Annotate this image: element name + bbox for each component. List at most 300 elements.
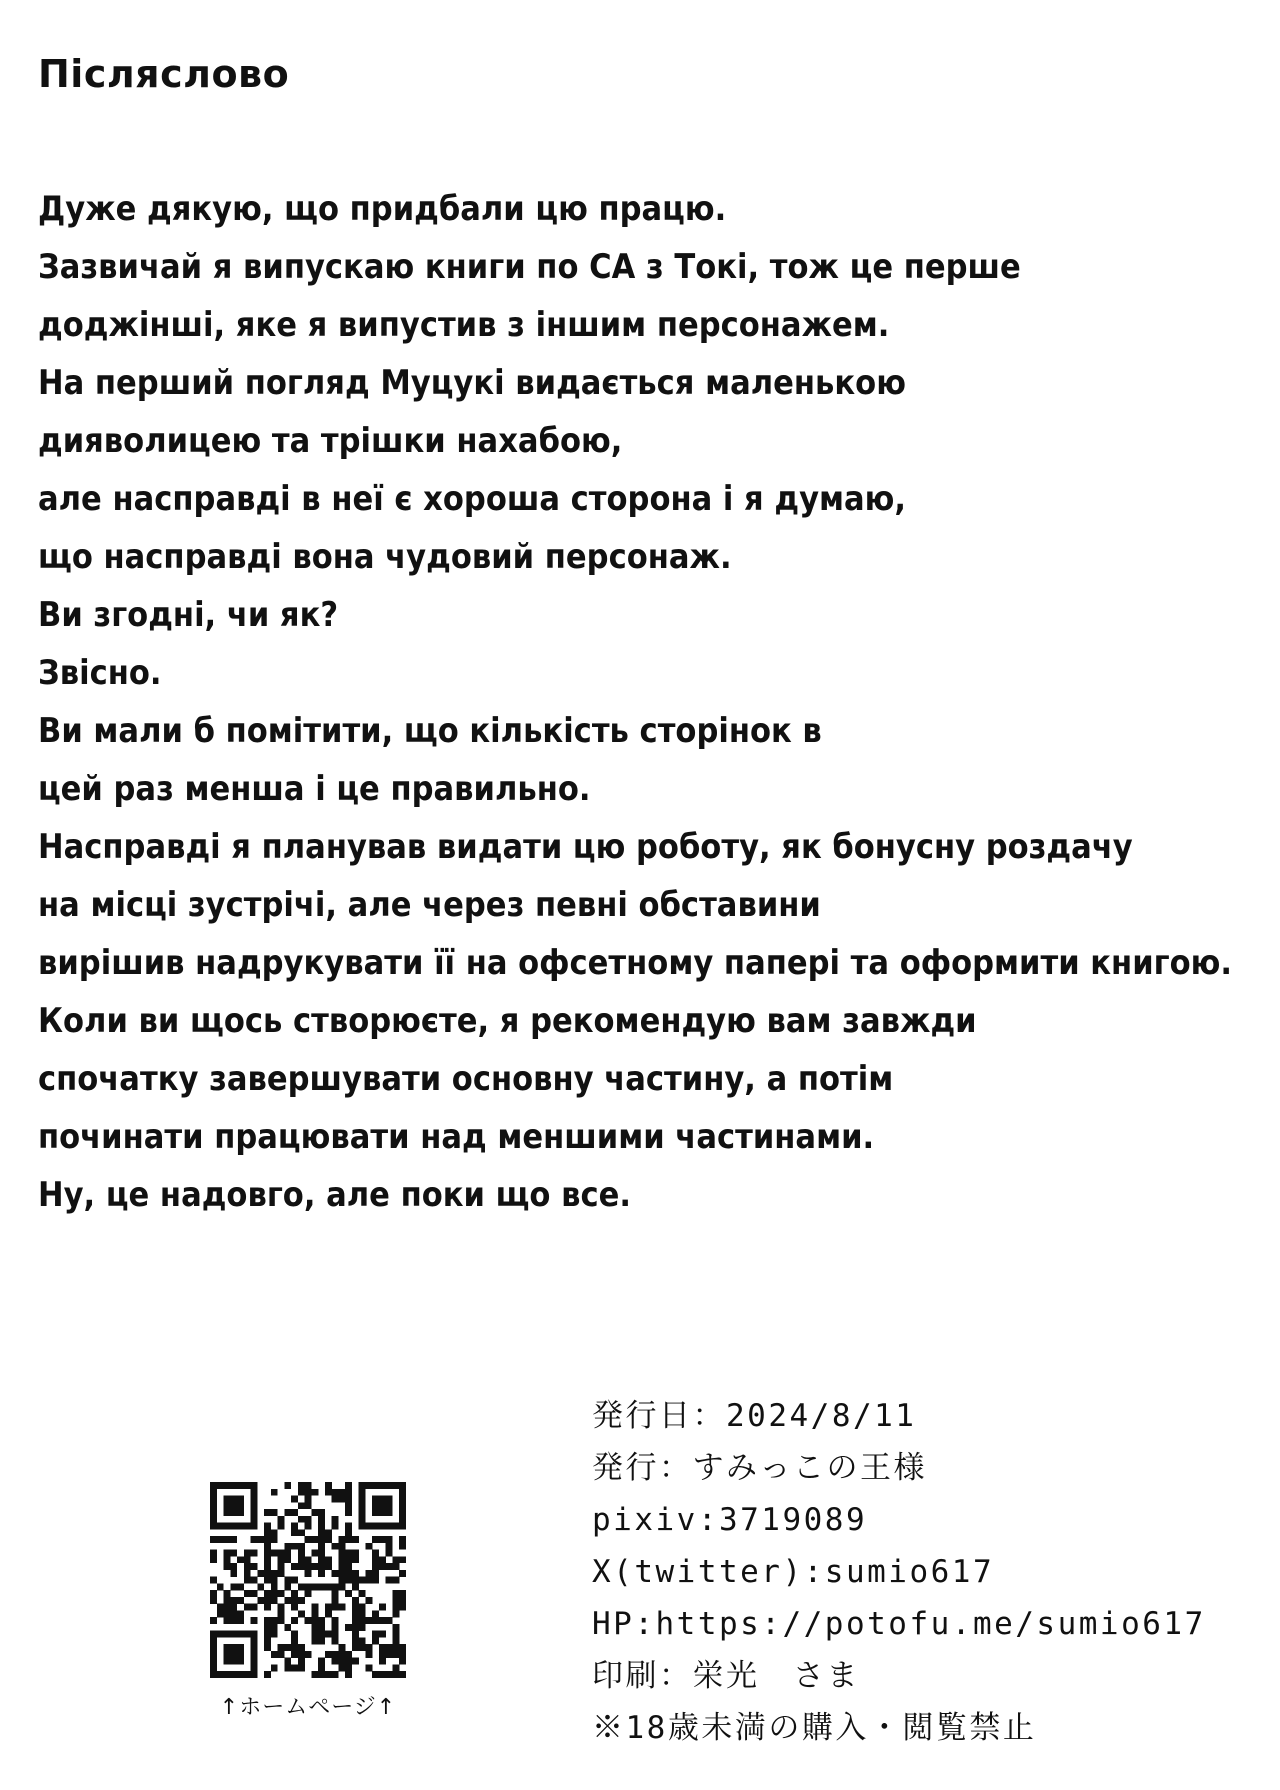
qr-module (359, 1516, 366, 1523)
qr-module (284, 1543, 291, 1550)
qr-module (224, 1644, 231, 1651)
qr-module (325, 1556, 332, 1563)
qr-module (251, 1536, 258, 1543)
qr-module (352, 1577, 359, 1584)
qr-module (305, 1583, 312, 1590)
qr-module (318, 1543, 325, 1550)
qr-module (237, 1597, 244, 1604)
qr-module (365, 1664, 372, 1671)
qr-module (325, 1651, 332, 1658)
qr-module (352, 1550, 359, 1557)
qr-module (318, 1583, 325, 1590)
qr-module (237, 1482, 244, 1489)
qr-module (291, 1617, 298, 1624)
qr-module (352, 1536, 359, 1543)
qr-module (345, 1651, 352, 1658)
qr-module (230, 1482, 237, 1489)
qr-module (291, 1597, 298, 1604)
qr-module (264, 1556, 271, 1563)
qr-module (230, 1570, 237, 1577)
qr-module (311, 1536, 318, 1543)
qr-module (392, 1664, 399, 1671)
qr-module (345, 1529, 352, 1536)
qr-module (210, 1523, 217, 1530)
qr-module (359, 1617, 366, 1624)
qr-module (284, 1624, 291, 1631)
qr-module (210, 1597, 217, 1604)
qr-module (217, 1583, 224, 1590)
qr-module (372, 1570, 379, 1577)
qr-module (230, 1563, 237, 1570)
qr-module (359, 1610, 366, 1617)
qr-module (224, 1651, 231, 1658)
qr-module (271, 1590, 278, 1597)
qr-module (230, 1496, 237, 1503)
qr-module (352, 1658, 359, 1665)
qr-module (251, 1550, 258, 1557)
qr-module (345, 1556, 352, 1563)
qr-module (210, 1664, 217, 1671)
qr-module (298, 1610, 305, 1617)
qr-module (278, 1610, 285, 1617)
qr-module (311, 1604, 318, 1611)
qr-module (318, 1516, 325, 1523)
age-restriction-notice: ※18歳未満の購入・閲覧禁止 (592, 1710, 1037, 1746)
qr-module (210, 1496, 217, 1503)
qr-module (365, 1577, 372, 1584)
qr-module (399, 1516, 406, 1523)
qr-module (217, 1604, 224, 1611)
qr-module (251, 1523, 258, 1530)
qr-code-icon (210, 1482, 406, 1678)
qr-module (224, 1536, 231, 1543)
qr-module (251, 1496, 258, 1503)
qr-module (392, 1644, 399, 1651)
qr-module (392, 1651, 399, 1658)
qr-module (298, 1556, 305, 1563)
qr-module (284, 1597, 291, 1604)
qr-module (379, 1523, 386, 1530)
qr-module (392, 1556, 399, 1563)
qr-module (372, 1631, 379, 1638)
qr-module (244, 1570, 251, 1577)
qr-module (298, 1583, 305, 1590)
qr-module (278, 1556, 285, 1563)
qr-module (284, 1509, 291, 1516)
qr-module (365, 1597, 372, 1604)
qr-module (318, 1631, 325, 1638)
qr-module (298, 1651, 305, 1658)
qr-module (251, 1617, 258, 1624)
qr-module (217, 1523, 224, 1530)
homepage-qr-code[interactable] (210, 1482, 406, 1678)
qr-module (230, 1550, 237, 1557)
qr-module (291, 1631, 298, 1638)
qr-module (332, 1604, 339, 1611)
qr-module (298, 1482, 305, 1489)
qr-module (224, 1556, 231, 1563)
qr-module (359, 1502, 366, 1509)
qr-module (284, 1583, 291, 1590)
qr-module (291, 1523, 298, 1530)
qr-module (345, 1570, 352, 1577)
qr-module (365, 1543, 372, 1550)
qr-module (210, 1631, 217, 1638)
qr-module (332, 1617, 339, 1624)
qr-module (325, 1529, 332, 1536)
qr-module (291, 1496, 298, 1503)
qr-module (264, 1624, 271, 1631)
qr-module (399, 1523, 406, 1530)
qr-module (210, 1617, 217, 1624)
qr-module (386, 1523, 393, 1530)
qr-module (237, 1610, 244, 1617)
qr-module (338, 1577, 345, 1584)
afterword-line: починати працювати над меншими частинами. (38, 1117, 875, 1157)
qr-module (264, 1529, 271, 1536)
qr-module (278, 1617, 285, 1624)
afterword-line: на місці зустрічі, але через певні обставини (38, 885, 821, 925)
qr-module (278, 1550, 285, 1557)
qr-module (345, 1577, 352, 1584)
qr-module (352, 1610, 359, 1617)
qr-module (318, 1556, 325, 1563)
qr-module (386, 1671, 393, 1678)
qr-module (251, 1482, 258, 1489)
qr-module (338, 1604, 345, 1611)
qr-module (278, 1523, 285, 1530)
qr-module (210, 1658, 217, 1665)
qr-module (291, 1577, 298, 1584)
qr-module (379, 1671, 386, 1678)
qr-module (325, 1583, 332, 1590)
qr-module (298, 1529, 305, 1536)
qr-module (359, 1624, 366, 1631)
qr-module (244, 1523, 251, 1530)
qr-module (359, 1489, 366, 1496)
qr-module (399, 1671, 406, 1678)
qr-module (251, 1658, 258, 1665)
qr-module (264, 1577, 271, 1584)
qr-module (365, 1644, 372, 1651)
afterword-text (38, 180, 1248, 1224)
qr-module (386, 1536, 393, 1543)
qr-module (251, 1651, 258, 1658)
qr-module (338, 1556, 345, 1563)
qr-module (237, 1496, 244, 1503)
afterword-line: Коли ви щось створюєте, я рекомендую вам завжди (38, 1001, 977, 1041)
qr-module (291, 1529, 298, 1536)
qr-module (311, 1624, 318, 1631)
qr-module (338, 1644, 345, 1651)
qr-module (318, 1664, 325, 1671)
qr-module (305, 1502, 312, 1509)
qr-module (224, 1563, 231, 1570)
qr-module (264, 1563, 271, 1570)
qr-module (332, 1489, 339, 1496)
qr-module (305, 1651, 312, 1658)
qr-module (224, 1597, 231, 1604)
qr-module (318, 1563, 325, 1570)
qr-module (386, 1577, 393, 1584)
qr-module (372, 1496, 379, 1503)
qr-module (251, 1516, 258, 1523)
qr-module (372, 1502, 379, 1509)
qr-module (230, 1671, 237, 1678)
qr-module (251, 1671, 258, 1678)
qr-module (372, 1637, 379, 1644)
qr-module (291, 1637, 298, 1644)
qr-module (305, 1482, 312, 1489)
qr-module (345, 1671, 352, 1678)
qr-module (386, 1563, 393, 1570)
qr-module (345, 1590, 352, 1597)
qr-module (251, 1577, 258, 1584)
qr-module (305, 1590, 312, 1597)
qr-module (392, 1577, 399, 1584)
qr-module (271, 1550, 278, 1557)
qr-module (352, 1637, 359, 1644)
qr-module (311, 1631, 318, 1638)
qr-module (311, 1489, 318, 1496)
qr-module (284, 1644, 291, 1651)
qr-module (352, 1644, 359, 1651)
qr-module (230, 1509, 237, 1516)
qr-module (379, 1556, 386, 1563)
qr-module (345, 1624, 352, 1631)
qr-module (399, 1482, 406, 1489)
qr-module (264, 1671, 271, 1678)
qr-module (399, 1502, 406, 1509)
qr-module (210, 1482, 217, 1489)
qr-module (244, 1563, 251, 1570)
qr-module (372, 1577, 379, 1584)
afterword-line: Ну, це надовго, але поки що все. (38, 1175, 631, 1215)
qr-module (392, 1671, 399, 1678)
qr-module (224, 1550, 231, 1557)
qr-module (237, 1631, 244, 1638)
publication-date: 発行日：2024/8/11 (592, 1398, 917, 1434)
qr-module (251, 1509, 258, 1516)
qr-module (365, 1482, 372, 1489)
qr-module (251, 1631, 258, 1638)
qr-module (298, 1502, 305, 1509)
homepage-url[interactable]: HP:https://potofu.me/sumio617 (592, 1606, 1206, 1642)
qr-module (224, 1509, 231, 1516)
qr-module (338, 1550, 345, 1557)
qr-module (386, 1550, 393, 1557)
qr-module (291, 1543, 298, 1550)
qr-module (392, 1610, 399, 1617)
qr-module (365, 1651, 372, 1658)
qr-module (284, 1577, 291, 1584)
qr-module (244, 1590, 251, 1597)
qr-module (325, 1610, 332, 1617)
qr-module (251, 1502, 258, 1509)
qr-module (291, 1664, 298, 1671)
qr-module (257, 1583, 264, 1590)
publisher: 発行：すみっこの王様 (592, 1450, 927, 1486)
qr-module (305, 1516, 312, 1523)
qr-module (386, 1496, 393, 1503)
qr-module (372, 1536, 379, 1543)
qr-module (379, 1563, 386, 1570)
qr-module (210, 1590, 217, 1597)
qr-module (338, 1651, 345, 1658)
qr-module (264, 1637, 271, 1644)
qr-module (264, 1604, 271, 1611)
qr-module (237, 1651, 244, 1658)
qr-module (210, 1516, 217, 1523)
qr-module (210, 1489, 217, 1496)
qr-module (379, 1651, 386, 1658)
qr-module (271, 1664, 278, 1671)
afterword-line: Зазвичай я випускаю книги по СА з Токі, тож це перше (38, 247, 1021, 287)
qr-module (332, 1583, 339, 1590)
qr-module (278, 1570, 285, 1577)
qr-module (325, 1563, 332, 1570)
qr-module (392, 1624, 399, 1631)
afterword-line: Насправді я планував видати цю роботу, як бонусну роздачу (38, 827, 1133, 867)
qr-module (305, 1563, 312, 1570)
qr-module (271, 1617, 278, 1624)
afterword-heading: Післяслово (38, 52, 290, 96)
qr-module (332, 1624, 339, 1631)
qr-module (345, 1658, 352, 1665)
qr-module (291, 1651, 298, 1658)
qr-module (359, 1496, 366, 1503)
qr-module (311, 1610, 318, 1617)
afterword-line: вирішив надрукувати її на офсетному папері та оформити книгою. (38, 943, 1233, 983)
qr-module (311, 1509, 318, 1516)
qr-module (230, 1583, 237, 1590)
qr-module (345, 1523, 352, 1530)
qr-module (332, 1516, 339, 1523)
qr-module (386, 1651, 393, 1658)
qr-module (298, 1664, 305, 1671)
qr-module (224, 1502, 231, 1509)
qr-module (318, 1624, 325, 1631)
qr-module (379, 1502, 386, 1509)
qr-module (325, 1489, 332, 1496)
qr-module (224, 1523, 231, 1530)
qr-module (379, 1482, 386, 1489)
qr-module (251, 1644, 258, 1651)
qr-module (399, 1658, 406, 1665)
afterword-line: Ви згодні, чи як? (38, 595, 339, 635)
qr-module (345, 1509, 352, 1516)
qr-caption: ↑ホームページ↑ (219, 1695, 397, 1720)
qr-module (278, 1651, 285, 1658)
qr-module (271, 1624, 278, 1631)
qr-module (298, 1516, 305, 1523)
qr-module (271, 1529, 278, 1536)
qr-module (251, 1664, 258, 1671)
qr-module (217, 1610, 224, 1617)
afterword-line: Дуже дякую, що придбали цю працю. (38, 189, 727, 229)
qr-module (338, 1563, 345, 1570)
qr-module (392, 1523, 399, 1530)
qr-module (264, 1597, 271, 1604)
qr-module (365, 1570, 372, 1577)
qr-module (264, 1550, 271, 1557)
colophon (592, 1390, 1206, 1754)
qr-module (332, 1651, 339, 1658)
qr-module (352, 1583, 359, 1590)
qr-module (244, 1482, 251, 1489)
qr-module (237, 1556, 244, 1563)
qr-module (332, 1671, 339, 1678)
qr-module (237, 1617, 244, 1624)
afterword-line: Ви мали б помітити, що кількість сторінок в (38, 711, 822, 751)
qr-module (291, 1604, 298, 1611)
qr-module (264, 1509, 271, 1516)
afterword-line: що насправді вона чудовий персонаж. (38, 537, 732, 577)
qr-module (264, 1631, 271, 1638)
qr-module (298, 1597, 305, 1604)
qr-module (352, 1617, 359, 1624)
qr-module (332, 1658, 339, 1665)
qr-module (305, 1617, 312, 1624)
afterword-line: Звісно. (38, 653, 162, 693)
qr-module (257, 1570, 264, 1577)
qr-module (230, 1597, 237, 1604)
qr-module (338, 1583, 345, 1590)
qr-module (298, 1550, 305, 1557)
qr-module (392, 1482, 399, 1489)
qr-module (244, 1556, 251, 1563)
qr-module (399, 1489, 406, 1496)
qr-module (345, 1563, 352, 1570)
qr-module (237, 1644, 244, 1651)
qr-module (284, 1482, 291, 1489)
qr-module (264, 1536, 271, 1543)
qr-module (278, 1563, 285, 1570)
qr-module (237, 1671, 244, 1678)
twitter-handle[interactable]: X(twitter):sumio617 (592, 1554, 995, 1590)
qr-module (257, 1536, 264, 1543)
qr-module (311, 1637, 318, 1644)
qr-module (271, 1509, 278, 1516)
qr-module (284, 1550, 291, 1557)
qr-module (210, 1509, 217, 1516)
qr-module (365, 1523, 372, 1530)
qr-module (217, 1482, 224, 1489)
qr-module (244, 1604, 251, 1611)
afterword-line: На перший погляд Муцукі видається маленькою (38, 363, 906, 403)
qr-module (271, 1489, 278, 1496)
afterword-line: але насправді в неї є хороша сторона і я думаю, (38, 479, 907, 519)
qr-module (264, 1644, 271, 1651)
qr-module (217, 1671, 224, 1678)
qr-module (244, 1577, 251, 1584)
qr-module (305, 1536, 312, 1543)
qr-module (305, 1570, 312, 1577)
qr-module (318, 1570, 325, 1577)
qr-module (298, 1644, 305, 1651)
qr-module (230, 1658, 237, 1665)
qr-module (230, 1651, 237, 1658)
qr-module (325, 1671, 332, 1678)
qr-module (332, 1523, 339, 1530)
qr-module (217, 1536, 224, 1543)
pixiv-id: pixiv:3719089 (592, 1502, 868, 1538)
qr-module (264, 1543, 271, 1550)
qr-module (325, 1631, 332, 1638)
qr-module (237, 1502, 244, 1509)
qr-module (399, 1644, 406, 1651)
qr-module (291, 1509, 298, 1516)
